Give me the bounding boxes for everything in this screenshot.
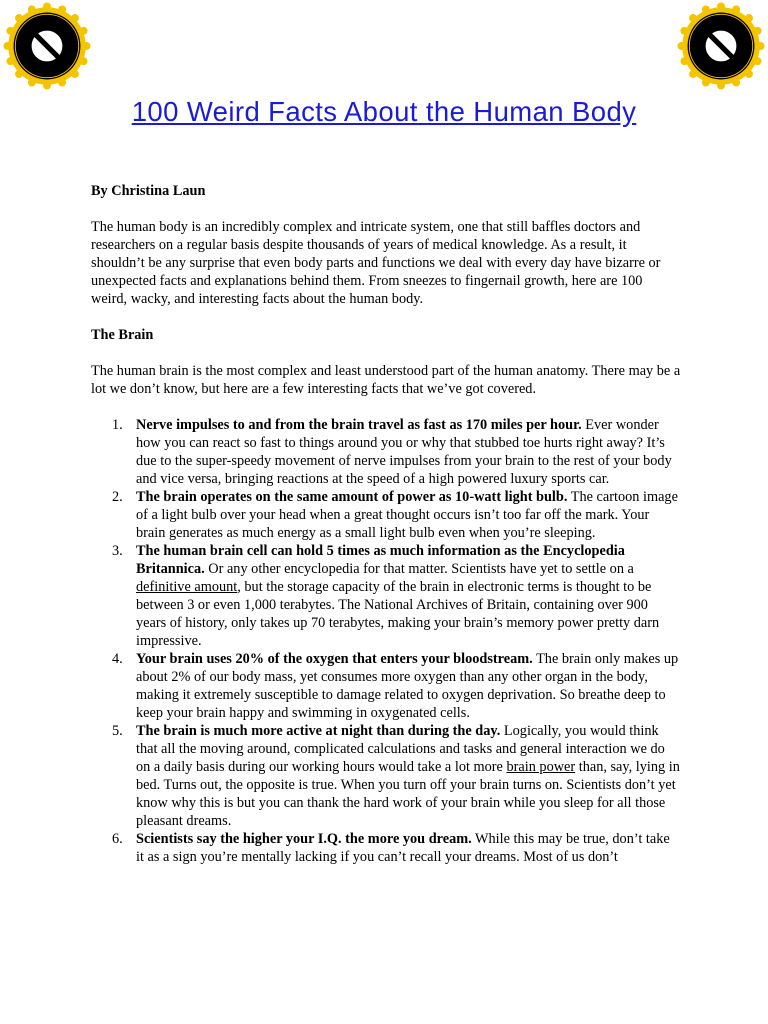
fact-text: Logically, you would think that all the moving around, complicated calculations and tasks and general interaction we do on a daily basis during our working hours would take a lot more <box>136 723 665 775</box>
list-item <box>91 416 681 488</box>
brain-power-link[interactable]: brain power <box>506 759 576 775</box>
fact-text: While this may be true, don’t take it as a sign you’re mentally lacking if you can’t recall your dreams. Most of us don’t <box>136 831 670 865</box>
list-item <box>91 650 681 722</box>
list-item <box>91 830 681 866</box>
byline: By Christina Laun <box>91 183 206 199</box>
document-body <box>91 182 681 866</box>
fact-headline: Scientists say the higher your I.Q. the more you dream. <box>136 831 472 847</box>
fact-text-continued: , but the storage capacity of the brain in electronic terms is thought to be between 3 or even 1,000 terabytes. The National Archives of Britain, containing over 900 years of history, only takes up 70 terabytes, making your brain’s memory power pretty darn impressive. <box>136 579 660 649</box>
intro-paragraph: The human body is an incredibly complex and intricate system, one that still baffles doctors and researchers on a regular basis despite thousands of years of medical knowledge. As a result, it shouldn’t be any surprise that even body parts and functions we deal with every day have bizarre or unexpected facts and explanations behind them. From sneezes to fingernail growth, here are 100 weird, wacky, and interesting facts about the human body. <box>91 219 661 307</box>
fact-text: The brain only makes up about 2% of our body mass, yet consumes more oxygen than any other organ in the body, making it extremely susceptible to damage related to oxygen deprivation. So breathe deep to keep your brain happy and swimming in oxygenated cells. <box>136 651 679 721</box>
pdf-xchange-badge-left[interactable] <box>3 2 91 90</box>
fact-headline: The human brain cell can hold 5 times as much information as the Encyclopedia Britannica. <box>136 543 625 577</box>
fact-headline: Your brain uses 20% of the oxygen that enters your bloodstream. <box>136 651 533 667</box>
list-number: 6. <box>112 831 123 847</box>
pdf-xchange-seal-icon <box>3 2 91 90</box>
fact-text: Or any other encyclopedia for that matter. Scientists have yet to settle on a <box>204 561 634 577</box>
fact-headline: The brain operates on the same amount of power as 10-watt light bulb. <box>136 489 568 505</box>
list-number: 1. <box>112 417 123 433</box>
facts-list <box>91 416 681 866</box>
list-item <box>91 542 681 650</box>
definitive-amount-link[interactable]: definitive amount <box>136 579 238 595</box>
fact-text-continued: than, say, lying in bed. Turns out, the opposite is true. When you turn off your brain turns on. Scientists don’t yet know why this is but you can thank the hard work of your brain while you sleep for all those pleasant dreams. <box>136 759 680 829</box>
pdf-xchange-badge-right[interactable] <box>677 2 765 90</box>
list-number: 2. <box>112 489 123 505</box>
section-intro: The human brain is the most complex and least understood part of the human anatomy. There may be a lot we don’t know, but here are a few interesting facts that we’ve got covered. <box>91 363 681 397</box>
fact-headline: The brain is much more active at night than during the day. <box>136 723 501 739</box>
fact-text: Ever wonder how you can react so fast to things around you or why that stubbed toe hurts right away? It’s due to the super-speedy movement of nerve impulses from your brain to the rest of your body and vice versa, bringing reactions at the speed of a high powered luxury sports car. <box>136 417 672 487</box>
list-item <box>91 722 681 830</box>
document-title[interactable]: 100 Weird Facts About the Human Body <box>131 96 637 127</box>
pdf-xchange-seal-icon <box>677 2 765 90</box>
list-number: 3. <box>112 543 123 559</box>
fact-headline: Nerve impulses to and from the brain travel as fast as 170 miles per hour. <box>136 417 582 433</box>
list-number: 5. <box>112 723 123 739</box>
list-item <box>91 488 681 542</box>
section-heading: The Brain <box>91 327 154 343</box>
list-number: 4. <box>112 651 123 667</box>
fact-text: The cartoon image of a light bulb over your head when a great thought occurs isn’t too far off the mark. Your brain generates as much energy as a small light bulb even when you’re sleeping. <box>136 489 678 541</box>
